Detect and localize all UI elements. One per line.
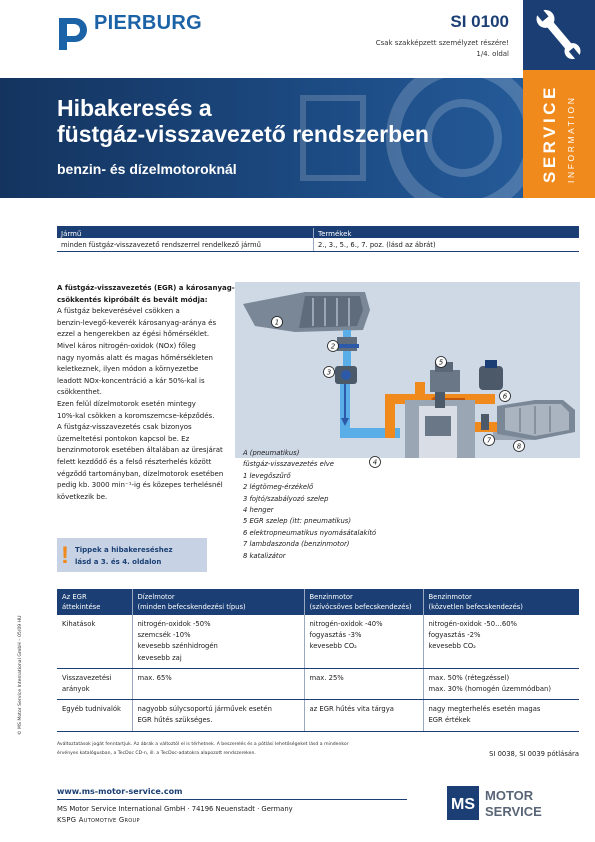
page-title-line2: füstgáz-visszavezető rendszerben (57, 121, 429, 147)
replaces-note: SI 0038, SI 0039 pótlására (489, 750, 579, 758)
vehicle-table (57, 226, 579, 252)
group-name: KSPG Automotive Group (57, 816, 140, 824)
petrol-direct-cell: nagy megterhelés esetén magas EGR értékek (423, 700, 579, 731)
si-number: SI 0100 (450, 12, 509, 31)
intro-line: A füstgáz bekeverésével csökken a (57, 307, 180, 316)
intro-line: üzemeltetési pontokon kapcsol be. Ez (57, 434, 190, 443)
lambda-sensor-icon (481, 414, 489, 430)
disclaimer-line2: érvényes katalógusban, a TecDoc CD-n, ill. a TecDoc-adatokra alapozott rendszereken. (57, 751, 256, 756)
petrol-port-cell: nitrogén-oxidok -40% fogyasztás -3% kevesebb CO₂ (304, 615, 423, 668)
products-value: 2., 3., 5., 6., 7. poz. (lásd az ábrát) (318, 241, 436, 249)
wrench-icon (523, 0, 595, 70)
service-label: SERVICE (540, 84, 559, 183)
intro-line: pedig kb. 3000 min⁻¹-ig és közepes terhelésnél (57, 481, 223, 490)
diesel-cell: nitrogén-oxidok -50% szemcsék -10% kevesebb szénhidrogén kevesebb zaj (132, 615, 304, 668)
page-subtitle: benzin- és dízelmotoroknál (57, 161, 237, 177)
vehicle-col-header: Jármű (57, 228, 314, 238)
callout-1 (272, 317, 283, 328)
comparison-header-row (57, 589, 579, 615)
tip-line2: lásd a 3. és 4. oldalon (75, 558, 162, 566)
legend-item: 5 EGR szelep (itt: pneumatikus) (243, 517, 351, 526)
information-label: INFORMATION (566, 95, 576, 183)
diesel-col-header: Dízelmotor (minden befecskendezési típus) (132, 589, 304, 615)
tip-line1: Tippek a hibakereséshez (75, 546, 173, 554)
ms-logo-icon (447, 786, 479, 820)
company-address: MS Motor Service International GmbH · 74196 Neuenstadt · Germany (57, 805, 293, 813)
wrench-badge (523, 0, 595, 70)
intro-line: keletkeznek, ilyen módon a környezetbe (57, 365, 199, 374)
callout-3 (324, 367, 335, 378)
legend-item: 3 fojtó/szabályozó szelep (243, 494, 329, 503)
products-col-header: Termékek (318, 230, 352, 238)
side-copyright: © MS Motor Service International GmbH – 05/09 HU (18, 615, 23, 735)
legend-title-line1: A (pneumatikus) (243, 449, 300, 457)
page-title-line1: Hibakeresés a (57, 95, 212, 121)
air-filter-icon (243, 292, 370, 332)
vehicle-table-row (57, 238, 579, 252)
intro-line: végződő tartományban, dízelmotorok esetében (57, 469, 224, 478)
row-label: Kihatások (57, 615, 132, 668)
petrol-port-cell: az EGR hűtés vita tárgya (304, 700, 423, 731)
petrol-direct-cell: max. 50% (rétegzéssel) max. 30% (homogén üzemmódban) (423, 668, 579, 699)
intro-line: Ezen felül dízelmotorok esetén mintegy (57, 399, 196, 408)
legend-title-line2: füstgáz-visszavezetés elve (243, 460, 334, 469)
table-row (57, 615, 579, 668)
ms-mark (447, 786, 479, 820)
catalyst-icon (497, 400, 575, 440)
intro-line: nagy nyomás alatt és magas hőmérsékleten (57, 353, 213, 362)
ms-mark-text: MS (451, 796, 475, 813)
intro-line: benzin-levegő-keverék károsanyag-aránya és (57, 318, 217, 327)
legend-item: 4 henger (243, 506, 274, 515)
vehicle-value: minden füstgáz-visszavezető rendszerrel rendelkező jármű (57, 238, 314, 251)
petrol-direct-cell: nitrogén-oxidok -50…60% fogyasztás -2% kevesebb CO₂ (423, 615, 579, 668)
petrol-port-cell: max. 25% (304, 668, 423, 699)
intro-line: következik be. (57, 492, 108, 501)
footer-divider (57, 799, 407, 800)
table-row (57, 700, 579, 731)
callout-8 (514, 441, 525, 452)
callout-7-label: 7 (486, 436, 492, 445)
overview-col-header: Az EGR áttekintése (57, 589, 132, 615)
row-label: Egyéb tudnivalók (57, 700, 132, 731)
intro-line: A füstgáz-visszavezetés csak bizonyos (57, 423, 192, 432)
callout-2 (328, 341, 339, 352)
intro-line: leadott NOx-koncentráció a kár 50%-kal is (57, 376, 205, 385)
intro-heading-line1: A füstgáz-visszavezetés (EGR) a károsanyag- (57, 284, 235, 292)
callout-1-label: 1 (274, 318, 280, 327)
vehicle-table-header (57, 226, 579, 238)
pierburg-logo-icon (55, 14, 87, 52)
callout-6-label: 6 (502, 392, 508, 401)
throttle-valve-icon (335, 366, 357, 384)
diesel-cell: nagyobb súlycsoportú járművek esetén EGR hűtés szükséges. (132, 700, 304, 731)
diesel-cell: max. 65% (132, 668, 304, 699)
legend-item: 8 katalizátor (243, 551, 286, 560)
intro-text (57, 283, 235, 503)
motor-service-word2: SERVICE (485, 804, 542, 819)
petrol-port-col-header: Benzinmotor (szívócsöves befecskendezés) (304, 589, 423, 615)
callout-6 (500, 391, 511, 402)
egr-comparison-table (57, 589, 579, 732)
callout-4-label: 4 (372, 458, 378, 467)
intro-line: csökkenthet. (57, 388, 102, 397)
legend-item: 7 lambdaszonda (benzinmotor) (243, 540, 350, 549)
table-row (57, 668, 579, 699)
intro-line: benzinmotorok esetében általában az üresjárat (57, 446, 223, 455)
intro-line: Mivel káros nitrogén-oxidok (NOx) főleg (57, 341, 196, 350)
petrol-direct-col-header: Benzinmotor (közvetlen befecskendezés) (423, 589, 579, 615)
website-link[interactable]: www.ms-motor-service.com (57, 787, 183, 796)
egr-valve-icon (430, 362, 460, 392)
callout-5-label: 5 (438, 358, 444, 367)
cylinder-icon (405, 392, 475, 458)
pressure-converter-icon (479, 360, 503, 390)
brand-name: PIERBURG (94, 12, 202, 34)
callout-3-label: 3 (326, 368, 332, 377)
diagram-legend (243, 448, 376, 562)
troubleshooting-tip[interactable] (57, 538, 207, 572)
intro-line: 10%-kal csökken a koromszemcse-képződés. (57, 411, 215, 420)
tip-text (75, 544, 173, 568)
audience-note: Csak szakképzett személyzet részére! (375, 39, 509, 47)
intro-line: felett kezdődő és a felső részterhelés között (57, 457, 212, 466)
disclaimer-line1: Aváltoztatások jogát fenntartjuk. Az ábrák a változtól el is térhetnek. A beszerelés és a pótlási lehetőségeket lásd a mindenkor (57, 742, 349, 747)
legend-item: 2 légtömeg-érzékelő (243, 483, 314, 492)
callout-5 (436, 357, 447, 368)
callout-8-label: 8 (516, 442, 522, 451)
exclamation-icon: ! (61, 542, 69, 569)
legend-item: 6 elektropneumatikus nyomásátalakító (243, 528, 377, 537)
callout-7 (484, 435, 495, 446)
motor-service-word1: MOTOR (485, 788, 534, 803)
air-mass-sensor-icon (335, 337, 359, 351)
callout-2-label: 2 (330, 342, 336, 351)
intro-heading-line2: csökkentés kipróbált és bevált módja: (57, 295, 208, 304)
intro-line: ezzel a hengerekben az égési hőmérséklet. (57, 330, 210, 339)
row-label: Visszavezetési arányok (57, 668, 132, 699)
legend-item: 1 levegőszűrő (243, 471, 291, 480)
page-indicator: 1/4. oldal (476, 50, 509, 58)
